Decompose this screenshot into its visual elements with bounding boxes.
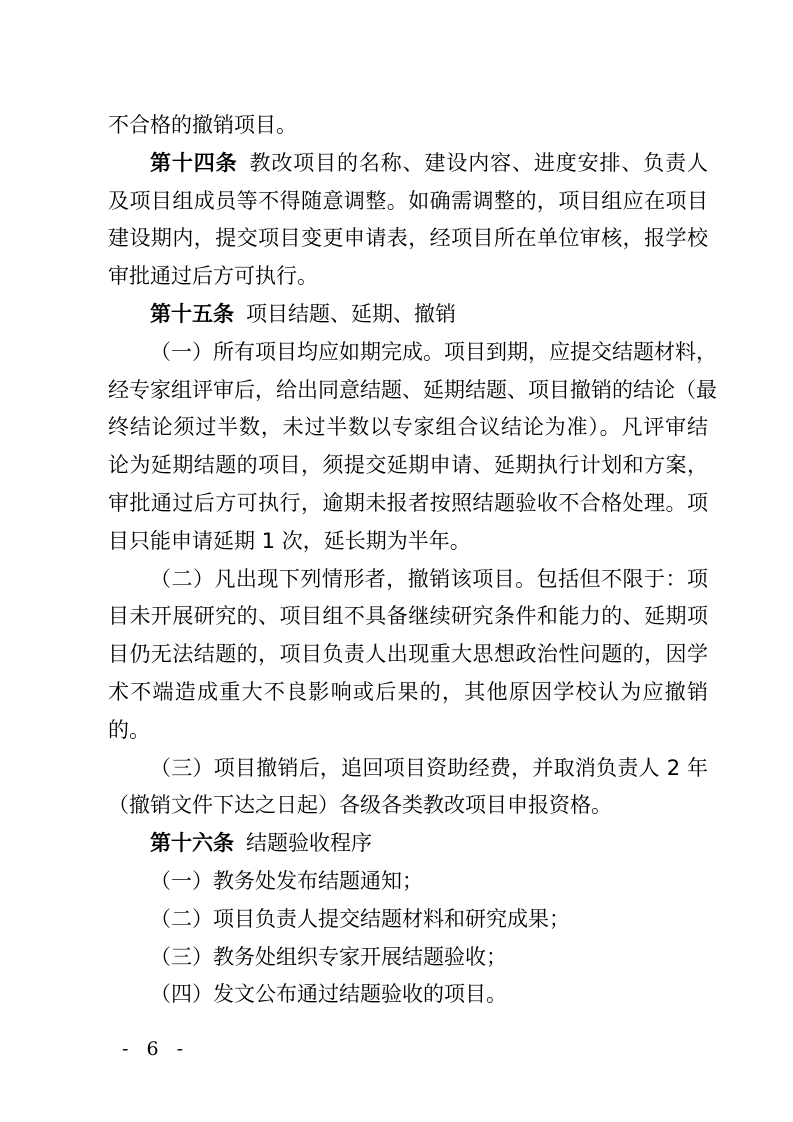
paragraph-line: 目仍无法结题的，项目负责人出现重大思想政治性问题的，因学 bbox=[108, 642, 708, 667]
paragraph-line: （撤销文件下达之日起）各级各类教改项目申报资格。 bbox=[108, 793, 612, 818]
paragraph-line: 目只能申请延期 1 次，延长期为半年。 bbox=[108, 528, 471, 553]
article-15-heading: 第十五条 bbox=[150, 302, 234, 326]
page-number: - 6 - bbox=[122, 1038, 190, 1060]
paragraph-line: 及项目组成员等不得随意调整。如确需调整的，项目组应在项目 bbox=[108, 188, 708, 213]
article-14-line bbox=[150, 144, 708, 182]
paragraph-line: 经专家组评审后，给出同意结题、延期结题、项目撤销的结论（最 bbox=[108, 377, 717, 402]
list-item: （三）教务处组织专家开展结题验收； bbox=[150, 944, 507, 969]
list-item: （一）教务处发布结题通知； bbox=[150, 869, 423, 893]
paragraph-line: 终结论须过半数，未过半数以专家组合议结论为准）。凡评审结 bbox=[108, 415, 708, 440]
list-item: （四）发文公布通过结题验收的项目。 bbox=[150, 982, 507, 1007]
paragraph-line: 术不端造成重大不良影响或后果的，其他原因学校认为应撤销 bbox=[108, 680, 708, 704]
article-14-heading: 第十四条 bbox=[150, 150, 238, 175]
paragraph-line: 不合格的撤销项目。 bbox=[108, 113, 297, 137]
article-14-text: 教改项目的名称、建设内容、进度安排、负责人 bbox=[249, 150, 708, 175]
article-15-text: 项目结题、延期、撤销 bbox=[246, 302, 456, 326]
paragraph-line: 目未开展研究的、项目组不具备继续研究条件和能力的、延期项 bbox=[108, 604, 708, 629]
article-16-text: 结题验收程序 bbox=[246, 831, 372, 856]
paragraph-line: 建设期内，提交项目变更申请表，经项目所在单位审核，报学校 bbox=[108, 226, 708, 251]
paragraph-line: （三）项目撤销后，追回项目资助经费，并取消负责人 2 年 bbox=[150, 755, 708, 780]
article-15-line bbox=[150, 295, 708, 333]
article-16-heading: 第十六条 bbox=[150, 831, 234, 856]
paragraph-line: 审批通过后方可执行。 bbox=[108, 264, 318, 289]
paragraph-line: （一）所有项目均应如期完成。项目到期，应提交结题材料， bbox=[150, 339, 717, 364]
paragraph-line: 的。 bbox=[108, 717, 150, 742]
paragraph-line: 审批通过后方可执行，逾期未报者按照结题验收不合格处理。项 bbox=[108, 491, 708, 515]
list-item: （二）项目负责人提交结题材料和研究成果； bbox=[150, 906, 570, 931]
paragraph-line: 论为延期结题的项目，须提交延期申请、延期执行计划和方案， bbox=[108, 453, 708, 478]
article-16-line bbox=[150, 824, 708, 862]
paragraph-line: （二）凡出现下列情形者，撤销该项目。包括但不限于：项 bbox=[150, 566, 708, 591]
